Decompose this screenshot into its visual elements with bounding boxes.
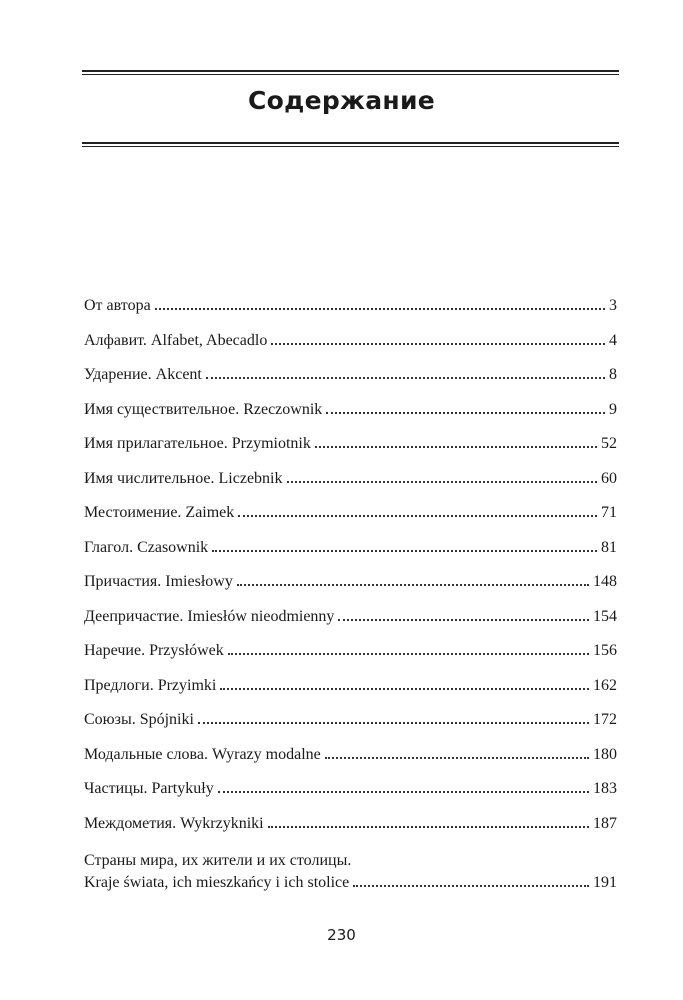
toc-entry-label: Деепричастие. Imiesłów nieodmienny bbox=[84, 607, 335, 625]
toc-entry-label: Союзы. Spójniki bbox=[84, 711, 194, 728]
toc-entry-label: Предлоги. Przyimki bbox=[84, 676, 217, 694]
toc-entry[interactable] bbox=[84, 607, 617, 642]
dot-leader bbox=[268, 826, 589, 828]
dot-leader bbox=[287, 481, 598, 483]
dot-leader bbox=[206, 377, 605, 379]
toc-entry-page: 191 bbox=[593, 874, 617, 891]
toc-entry[interactable] bbox=[84, 296, 617, 331]
toc-entry[interactable] bbox=[84, 779, 617, 814]
toc-entry[interactable] bbox=[84, 365, 617, 400]
dot-leader bbox=[326, 412, 605, 414]
dot-leader bbox=[198, 722, 589, 724]
toc-entry-two-line[interactable] bbox=[84, 850, 617, 894]
toc-entry[interactable] bbox=[84, 710, 617, 745]
toc-entry-page: 52 bbox=[601, 435, 617, 452]
dot-leader bbox=[315, 446, 597, 448]
toc-entry-label: Алфавит. Alfabet, Abecadlo bbox=[84, 331, 268, 349]
toc-entry-label-line2: Kraje świata, ich mieszkańcy i ich stolice bbox=[84, 874, 350, 891]
toc-entry-label: Наречие. Przysłówek bbox=[84, 642, 224, 659]
toc-entry-page: 187 bbox=[593, 814, 617, 832]
toc-entry-line2-row bbox=[84, 872, 617, 894]
toc-entry-label: Ударение. Akcent bbox=[84, 366, 202, 383]
dot-leader bbox=[155, 308, 605, 310]
dot-leader bbox=[220, 688, 589, 690]
toc-entry[interactable] bbox=[84, 641, 617, 676]
page-title: Содержание bbox=[247, 86, 436, 115]
dot-leader bbox=[218, 791, 589, 793]
toc-entry[interactable] bbox=[84, 331, 617, 366]
toc-entry[interactable] bbox=[84, 538, 617, 573]
dot-leader bbox=[228, 653, 589, 655]
toc-entry[interactable] bbox=[84, 814, 617, 849]
dot-leader bbox=[338, 619, 589, 621]
toc-entry-label: Имя прилагательное. Przymiotnik bbox=[84, 435, 311, 452]
toc-entry[interactable] bbox=[84, 676, 617, 711]
toc-entry[interactable] bbox=[84, 745, 617, 780]
toc-entry[interactable] bbox=[84, 503, 617, 538]
toc-entry-page: 162 bbox=[593, 676, 617, 694]
dot-leader bbox=[271, 343, 605, 345]
toc-entry-label-line1: Страны мира, их жители и их столицы. bbox=[84, 852, 352, 869]
dot-leader bbox=[212, 550, 597, 552]
dot-leader bbox=[353, 885, 589, 887]
bottom-rule bbox=[82, 142, 619, 147]
toc-entry-page: 180 bbox=[593, 745, 617, 763]
toc-entry-label: Междометия. Wykrzykniki bbox=[84, 814, 264, 832]
toc-entry-label: Местоимение. Zaimek bbox=[84, 504, 235, 521]
toc-entry-label: Имя существительное. Rzeczownik bbox=[84, 400, 323, 418]
toc-entry-page: 183 bbox=[593, 780, 617, 797]
toc-entry-page: 154 bbox=[593, 607, 617, 625]
toc-entry[interactable] bbox=[84, 400, 617, 435]
dot-leader bbox=[325, 757, 589, 759]
dot-leader bbox=[238, 515, 597, 517]
table-of-contents bbox=[84, 296, 617, 894]
toc-entry-page: 60 bbox=[601, 469, 617, 487]
toc-entry-page: 172 bbox=[593, 711, 617, 728]
toc-entry[interactable] bbox=[84, 572, 617, 607]
toc-entry-page: 81 bbox=[601, 538, 617, 556]
toc-entry-page: 71 bbox=[601, 504, 617, 521]
toc-entry-page: 156 bbox=[593, 642, 617, 659]
toc-entry-label: Частицы. Partykuły bbox=[84, 780, 214, 797]
toc-entry-label: Модальные слова. Wyrazy modalne bbox=[84, 745, 321, 763]
page-number: 230 bbox=[327, 926, 356, 944]
toc-entry-label: От автора bbox=[84, 297, 151, 314]
toc-entry-label: Причастия. Imiesłowy bbox=[84, 573, 233, 590]
top-rule bbox=[82, 70, 619, 75]
toc-entry-page: 148 bbox=[593, 573, 617, 590]
toc-entry-page: 3 bbox=[609, 297, 617, 314]
toc-entry-page: 4 bbox=[609, 331, 617, 349]
toc-entry-label: Имя числительное. Liczebnik bbox=[84, 469, 283, 487]
toc-entry-label: Глагол. Czasownik bbox=[84, 538, 209, 556]
dot-leader bbox=[237, 584, 589, 586]
toc-entry-page: 9 bbox=[609, 400, 617, 418]
toc-entry[interactable] bbox=[84, 434, 617, 469]
toc-entry-page: 8 bbox=[609, 366, 617, 383]
toc-entry[interactable] bbox=[84, 469, 617, 504]
